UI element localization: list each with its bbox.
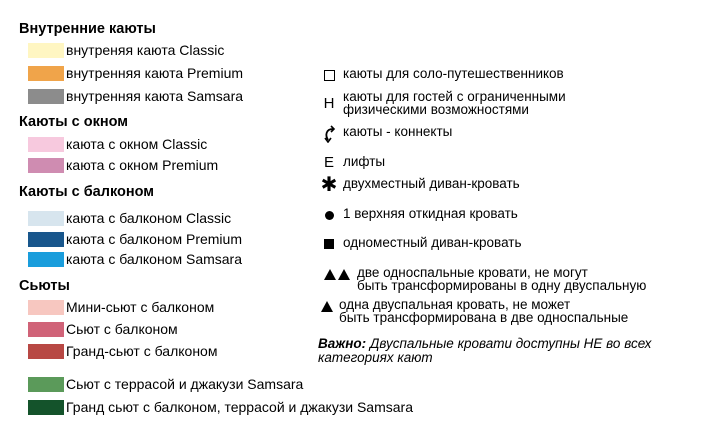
- legend-item-balcony-samsara: [28, 250, 242, 268]
- legend-label: каюта с окном Premium: [66, 157, 219, 173]
- dot-icon: [318, 207, 340, 223]
- symbol-item-double-sofa-bed: [318, 174, 520, 196]
- symbol-label: одноместный диван-кровать: [343, 235, 522, 250]
- section-title-suites: Сьюты: [19, 278, 70, 294]
- color-swatch: [28, 344, 64, 359]
- symbol-item-elevators: [318, 155, 385, 171]
- section-title-inside: Внутренние каюты: [19, 21, 156, 37]
- color-swatch: [28, 43, 64, 58]
- symbol-label-line: физическими возможностями: [343, 102, 529, 117]
- color-swatch: [28, 322, 64, 337]
- accessible-h-icon: H: [323, 95, 335, 112]
- legend-label: внутренняя каюта Samsara: [66, 88, 244, 104]
- important-note-prefix: Важно:: [318, 336, 367, 351]
- symbol-label: двухместный диван-кровать: [343, 176, 520, 191]
- legend-label: Мини-сьют с балконом: [66, 299, 215, 315]
- legend-label: Сьют с террасой и джакузи Samsara: [66, 376, 304, 392]
- color-swatch: [28, 400, 64, 415]
- symbol-item-twin-beds: [320, 266, 646, 292]
- legend-label: каюта с балконом Premium: [66, 231, 242, 247]
- symbol-label-line: две односпальные кровати, не могут: [357, 265, 588, 280]
- legend-label: Гранд сьют с балконом, террасой и джакузи Samsara: [66, 399, 413, 415]
- asterisk-icon: ✱: [320, 174, 338, 196]
- legend-item-inside-premium: [28, 64, 243, 82]
- symbol-label: лифты: [343, 154, 386, 169]
- triangle-icon: [318, 298, 336, 314]
- legend-label: каюта с окном Classic: [66, 136, 208, 152]
- symbol-item-single-sofa-bed: [318, 236, 522, 252]
- section-title-balcony: Каюты с балконом: [19, 184, 155, 200]
- legend-label: каюта с балконом Classic: [66, 210, 232, 226]
- symbol-label-line: быть трансформированы в одну двуспальную: [357, 278, 647, 293]
- symbol-label: каюты для соло-путешественников: [343, 66, 564, 81]
- color-swatch: [28, 377, 64, 392]
- double-triangle-icon: [320, 266, 354, 282]
- legend-item-terrace-suite: [28, 375, 303, 393]
- color-swatch: [28, 300, 64, 315]
- square-filled-icon: [318, 236, 340, 252]
- symbol-label-multiline: [357, 266, 646, 292]
- symbol-label-multiline: [343, 90, 566, 116]
- symbol-label: 1 верхняя откидная кровать: [343, 206, 518, 221]
- symbol-label-line: одна двуспальная кровать, не может: [339, 297, 571, 312]
- symbol-label: каюты - коннекты: [343, 124, 453, 139]
- legend-label: внутреняя каюта Classic: [66, 42, 225, 58]
- section-title-window: Каюты с окном: [19, 114, 128, 130]
- important-note: [318, 337, 708, 365]
- legend-label: Сьют с балконом: [66, 321, 178, 337]
- square-outline-icon: [318, 67, 340, 83]
- legend-item-balcony-classic: [28, 209, 231, 227]
- color-swatch: [28, 137, 64, 152]
- legend-item-window-classic: [28, 135, 207, 153]
- symbol-item-accessible: [318, 90, 566, 116]
- symbol-label-line: быть трансформирована в две односпальные: [339, 310, 629, 325]
- legend-item-balcony-premium: [28, 230, 242, 248]
- legend-item-inside-classic: [28, 41, 224, 59]
- legend-item-inside-samsara: [28, 87, 243, 105]
- legend-label: каюта с балконом Samsara: [66, 251, 243, 267]
- connecting-arrow-icon: [318, 125, 340, 143]
- color-swatch: [28, 252, 64, 267]
- legend-item-mini-suite: [28, 298, 214, 316]
- legend-label: внутренняя каюта Premium: [66, 65, 244, 81]
- symbol-label-multiline: [339, 298, 628, 324]
- legend-item-window-premium: [28, 156, 218, 174]
- legend-label: Гранд-сьют с балконом: [66, 343, 218, 359]
- legend-item-grand-terrace-suite: [28, 398, 413, 416]
- color-swatch: [28, 89, 64, 104]
- color-swatch: [28, 66, 64, 81]
- elevator-e-icon: E: [323, 154, 334, 171]
- symbol-item-double-bed: [318, 298, 628, 324]
- symbol-item-solo: [318, 67, 564, 83]
- legend-item-grand-suite: [28, 342, 217, 360]
- color-swatch: [28, 232, 64, 247]
- important-note-text: Двуспальные кровати доступны НЕ во всех категориях кают: [318, 336, 652, 365]
- color-swatch: [28, 211, 64, 226]
- color-swatch: [28, 158, 64, 173]
- legend-item-suite: [28, 320, 178, 338]
- symbol-label-line: каюты для гостей с ограниченными: [343, 89, 566, 104]
- symbol-item-connecting: [318, 125, 452, 143]
- symbol-item-upper-bed: [318, 207, 518, 223]
